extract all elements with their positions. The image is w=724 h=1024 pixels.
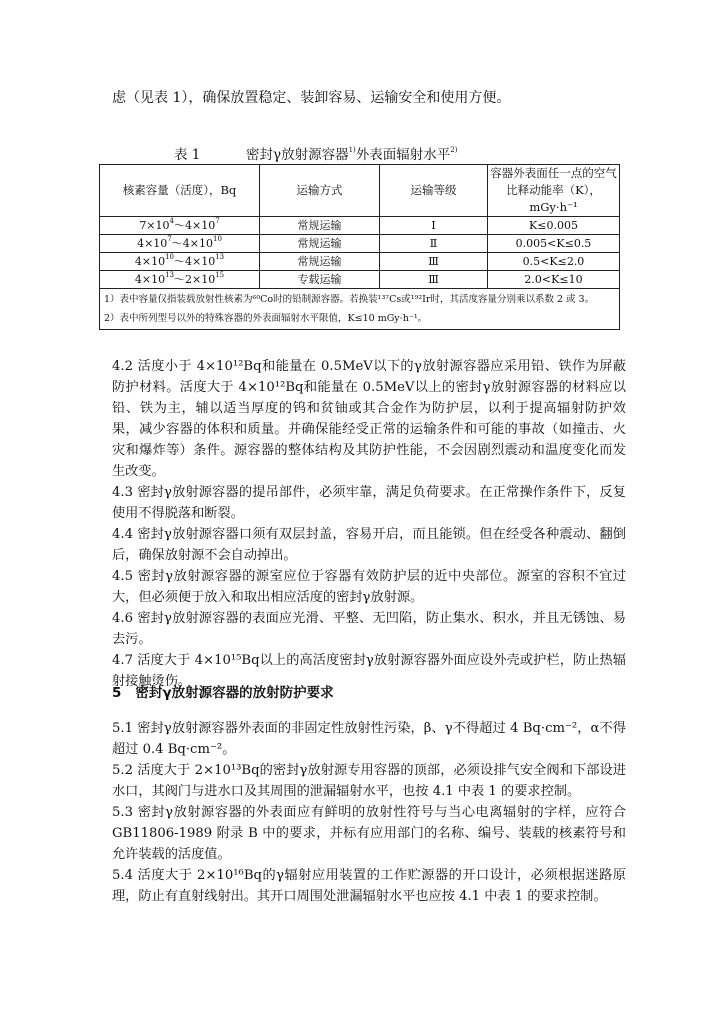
header-transport-grade: 运输等级 (380, 165, 488, 217)
cell-grade: Ⅲ (380, 253, 488, 271)
paragraph-5-4: 5.4 活度大于 2×10¹⁶Bq的γ辐射应用装置的工作贮源器的开口设计，必须根据迷路原理，防止有直射线射出。其开口周围处泄漏辐射水平也应按 4.1 中表 1 的要求控制。 (112, 868, 626, 904)
section-number: 5 (112, 685, 122, 701)
cell-grade: Ⅱ (380, 235, 488, 253)
table-row (100, 253, 620, 271)
cell-activity: $7\times 10^4\sim 4\times 10^7$ (100, 217, 260, 235)
cell-mode: 专载运输 (260, 271, 380, 289)
cell-limit: 0.5<K≤2.0 (488, 253, 620, 271)
paragraph-4-2: 4.2 活度小于 4×10¹²Bq和能量在 0.5MeV以下的γ放射源容器应采用铅、铁作为屏蔽防护材料。活度大于 4×10¹²Bq和能量在 0.5MeV以上的密封γ放射源容器的材料应以铅、铁为主，辅以适当厚度的钨和贫铀或其合金作为防护层，以利于提高辐射防护效果，减少容器的体积和质量。并确保能经受正常的运输条件和可能的事故（如撞击、火灾和爆炸等）条件。源容器的整体结构及其防护性能，不会因剧烈震动和温度变化而发生改变。 (112, 359, 626, 479)
section-5-body (112, 718, 626, 907)
cell-grade: Ⅲ (380, 271, 488, 289)
header-activity: 核素容量（活度），Bq (100, 165, 260, 217)
paragraph-5-1: 5.1 密封γ放射源容器外表面的非固定性放射性污染，β、γ不得超过 4 Bq·cm⁻²，α不得超过 0.4 Bq·cm⁻²。 (112, 721, 626, 757)
paragraph-5-3: 5.3 密封γ放射源容器的外表面应有鲜明的放射性符号与当心电离辐射的字样，应符合 GB11806-1989 附录 B 中的要求，并标有应用部门的名称、编号、装载的核素符号和允许装载的活度值。 (112, 805, 626, 862)
cell-activity: $4\times 10^7\sim 4\times 10^{10}$ (100, 235, 260, 253)
cell-limit: 0.005<K≤0.5 (488, 235, 620, 253)
cell-mode: 常规运输 (260, 235, 380, 253)
table-note-1: 1）表中容量仅指装载放射性核素为⁶⁰Co时的铅制源容器。若换装¹³⁷Cs或¹⁹²Ir时，其活度容量分别乘以系数 2 或 3。 (104, 294, 595, 305)
cell-mode: 常规运输 (260, 253, 380, 271)
cell-mode: 常规运输 (260, 217, 380, 235)
table-note-2: 2）表中所列型号以外的特殊容器的外表面辐射水平限值，K≤10 mGy·h⁻¹。 (104, 313, 428, 324)
table-row (100, 217, 620, 235)
section-4-body (112, 356, 626, 692)
table-notes-row (100, 289, 620, 330)
paragraph-4-6: 4.6 密封γ放射源容器的表面应光滑、平整、无凹陷，防止集水、积水，并且无锈蚀、易去污。 (112, 611, 626, 647)
paragraph-4-7: 4.7 活度大于 4×10¹⁵Bq以上的高活度密封γ放射源容器外面应设外壳或护栏，防止热辐射接触烫伤。 (112, 653, 626, 689)
cell-activity: $4\times 10^{13}\sim 2\times 10^{15}$ (100, 271, 260, 289)
cell-limit: K≤0.005 (488, 217, 620, 235)
table-row (100, 235, 620, 253)
header-dose-rate: 容器外表面任一点的空气比释动能率（K），mGy·h⁻¹ (488, 165, 620, 217)
section-title: 密封γ放射源容器的放射防护要求 (135, 685, 334, 701)
paragraph-4-5: 4.5 密封γ放射源容器的源室应位于容器有效防护层的近中央部位。源室的容积不宜过大，但必须便于放入和取出相应活度的密封γ放射源。 (112, 569, 626, 605)
table-row (100, 271, 620, 289)
table-number: 表 1 (174, 147, 201, 163)
header-transport-mode: 运输方式 (260, 165, 380, 217)
section-5-heading (112, 683, 334, 703)
paragraph-4-3: 4.3 密封γ放射源容器的提吊部件，必须牢靠，满足负荷要求。在正常操作条件下，反复使用不得脱落和断裂。 (112, 485, 626, 521)
radiation-level-table (99, 164, 620, 330)
cell-activity: $4\times 10^{10}\sim 4\times 10^{13}$ (100, 253, 260, 271)
table-header-row (100, 165, 620, 217)
paragraph-4-4: 4.4 密封γ放射源容器口须有双层封盖，容易开启，而且能锁。但在经受各种震动、翻倒后，确保放射源不会自动掉出。 (112, 527, 626, 563)
cell-grade: Ⅰ (380, 217, 488, 235)
cell-limit: 2.0<K≤10 (488, 271, 620, 289)
paragraph-5-2: 5.2 活度大于 2×10¹³Bq的密封γ放射源专用容器的顶部，必须设排气安全阀和下部设进水口，其阀门与进水口及其周围的泄漏辐射水平，也按 4.1 中表 1 的要求控制。 (112, 763, 626, 799)
table-notes (100, 289, 620, 330)
intro-line: 虑（见表 1），确保放置稳定、装卸容易、运输安全和使用方便。 (112, 90, 511, 106)
table-title: 密封γ放射源容器$^{1)}$外表面辐射水平$^{2)}$ (246, 146, 458, 163)
